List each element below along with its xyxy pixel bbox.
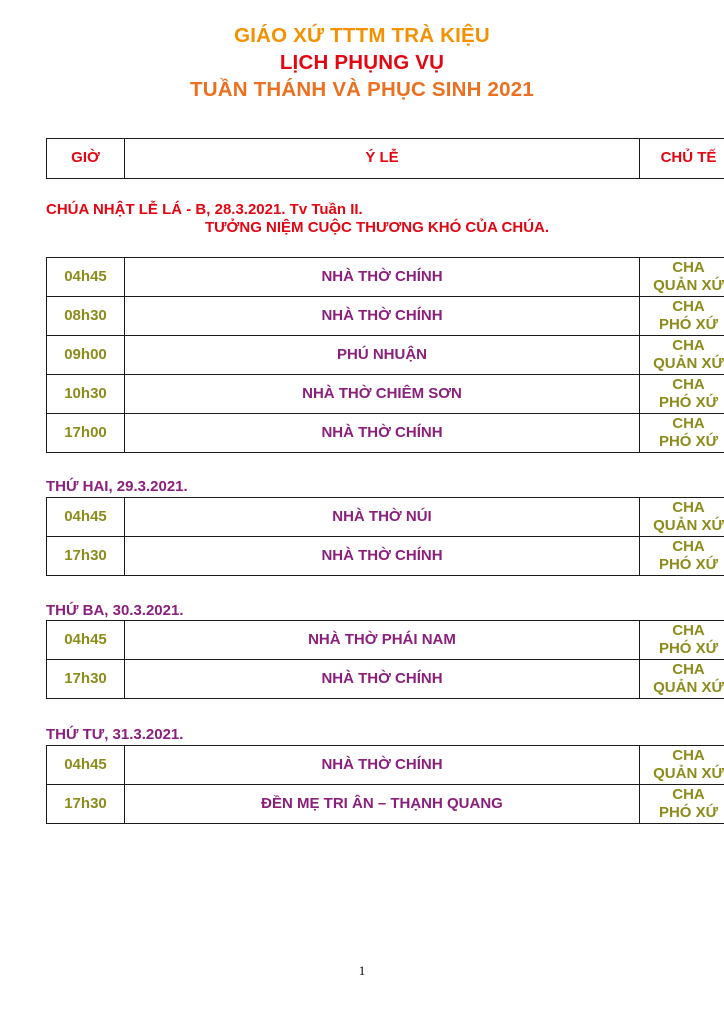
schedule-table-sunday [46,257,724,453]
table-row [47,414,724,453]
mass-place: NHÀ THỜ CHÍNH [125,297,640,336]
table-row [47,258,724,297]
mass-place: NHÀ THỜ CHÍNH [125,414,640,453]
celebrant [640,621,724,660]
celebrant-title: CHA [672,297,705,315]
celebrant-title: CHA [672,498,705,516]
celebrant [640,375,724,414]
mass-time: 08h30 [47,297,125,336]
schedule-table-monday [46,497,724,576]
table-row [47,498,724,537]
celebrant-role: PHÓ XỨ [658,394,719,411]
day-title-monday: THỨ HAI, 29.3.2021. [46,478,188,495]
mass-place: NHÀ THỜ CHÍNH [125,537,640,576]
celebrant [640,746,724,785]
celebrant-role: PHÓ XỨ [658,433,719,450]
mass-place: PHÚ NHUẬN [125,336,640,375]
mass-time: 17h30 [47,537,125,576]
column-header-celebrant: CHỦ TẾ [640,139,724,179]
mass-place: ĐỀN MẸ TRI ÂN – THẠNH QUANG [125,785,640,824]
celebrant-title: CHA [672,414,705,432]
celebrant-role: PHÓ XỨ [658,556,719,573]
celebrant-title: CHA [672,336,705,354]
schedule-table-tuesday [46,620,724,699]
table-row [47,785,724,824]
celebrant-title: CHA [672,621,705,639]
mass-place: NHÀ THỜ NÚI [125,498,640,537]
day-title-sunday: CHÚA NHẬT LỄ LÁ - B, 28.3.2021. Tv Tuần II. [46,201,363,218]
table-row [47,297,724,336]
celebrant [640,537,724,576]
schedule-title: LỊCH PHỤNG VỤ [279,51,445,74]
celebrant [640,498,724,537]
column-header-table [46,138,724,179]
table-row [47,336,724,375]
celebrant-title: CHA [672,258,705,276]
mass-place: NHÀ THỜ PHÁI NAM [125,621,640,660]
mass-time: 04h45 [47,258,125,297]
celebrant-title: CHA [672,537,705,555]
table-row [47,660,724,699]
table-row [47,537,724,576]
mass-time: 09h00 [47,336,125,375]
celebrant-title: CHA [672,785,705,803]
celebrant-role: QUẢN XỨ [653,679,724,696]
celebrant [640,785,724,824]
table-row [47,746,724,785]
schedule-subtitle: TUẦN THÁNH VÀ PHỤC SINH 2021 [190,78,534,101]
mass-time: 04h45 [47,621,125,660]
celebrant-title: CHA [672,660,705,678]
mass-place: NHÀ THỜ CHIÊM SƠN [125,375,640,414]
celebrant-role: QUẢN XỨ [653,765,724,782]
mass-time: 17h00 [47,414,125,453]
mass-time: 04h45 [47,498,125,537]
mass-place: NHÀ THỜ CHÍNH [125,660,640,699]
day-title-wednesday: THỨ TƯ, 31.3.2021. [46,726,184,743]
table-row [47,375,724,414]
celebrant [640,258,724,297]
celebrant-role: QUẢN XỨ [653,517,724,534]
page-number: 1 [358,963,366,978]
column-header-intention: Ý LỄ [125,139,640,179]
celebrant-role: PHÓ XỨ [658,804,719,821]
celebrant-title: CHA [672,746,705,764]
celebrant [640,297,724,336]
celebrant-role: QUẢN XỨ [653,277,724,294]
celebrant-title: CHA [672,375,705,393]
mass-place: NHÀ THỜ CHÍNH [125,258,640,297]
table-row [47,621,724,660]
celebrant-role: PHÓ XỨ [658,316,719,333]
mass-place: NHÀ THỜ CHÍNH [125,746,640,785]
celebrant [640,414,724,453]
celebrant-role: PHÓ XỨ [658,640,719,657]
day-subtitle-sunday: TƯỞNG NIỆM CUỘC THƯƠNG KHÓ CỦA CHÚA. [204,219,550,236]
celebrant-role: QUẢN XỨ [653,355,724,372]
parish-name: GIÁO XỨ TTTM TRÀ KIỆU [234,24,490,47]
mass-time: 10h30 [47,375,125,414]
day-title-tuesday: THỨ BA, 30.3.2021. [46,602,184,619]
celebrant [640,660,724,699]
document-header [0,22,724,103]
schedule-table-wednesday [46,745,724,824]
mass-time: 17h30 [47,660,125,699]
column-header-row [47,139,724,179]
column-header-time: GIỜ [47,139,125,179]
celebrant [640,336,724,375]
mass-time: 04h45 [47,746,125,785]
mass-time: 17h30 [47,785,125,824]
